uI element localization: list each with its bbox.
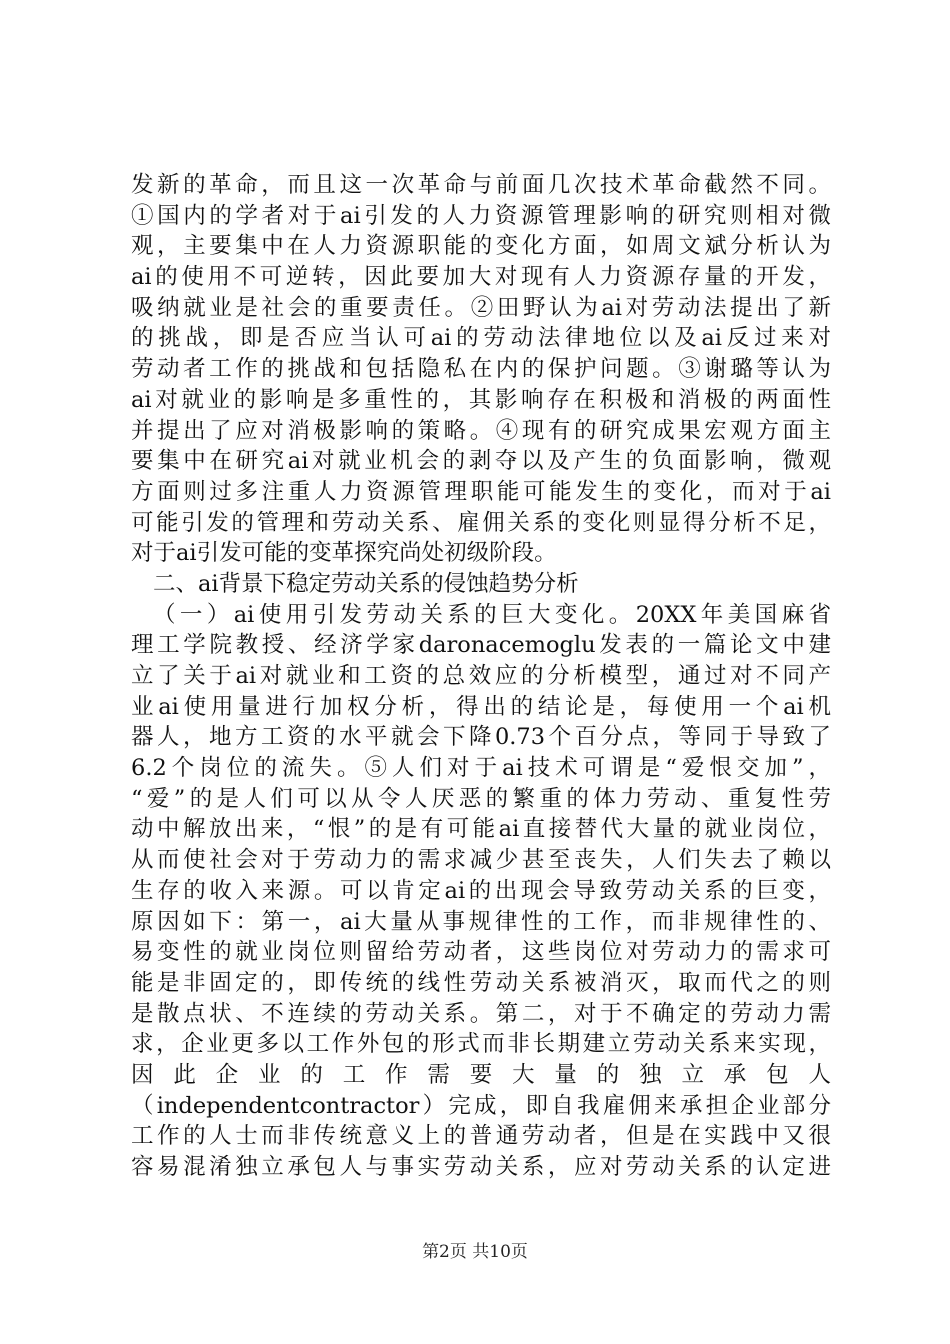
text-line: 工作的人士而非传统意义上的普通劳动者，但是在实践中又很	[131, 1123, 831, 1150]
text-line: 求，企业更多以工作外包的形式而非长期建立劳动关系来实现，	[131, 1031, 831, 1058]
text-line: ①国内的学者对于ai引发的人力资源管理影响的研究则相对微	[131, 202, 831, 229]
text-line: 器人，地方工资的水平就会下降0.73个百分点，等同于导致了	[131, 724, 831, 751]
text-line: 吸纳就业是社会的重要责任。②田野认为ai对劳动法提出了新	[131, 294, 831, 321]
text-line: 容易混淆独立承包人与事实劳动关系，应对劳动关系的认定进	[131, 1154, 831, 1180]
text-line: 观，主要集中在人力资源职能的变化方面，如周文斌分析认为	[131, 233, 831, 260]
page-number-footer: 第2页 共10页	[422, 1242, 528, 1262]
text-line: （independentcontractor）完成，即自我雇佣来承担企业部分	[131, 1092, 831, 1119]
text-line: 对于ai引发可能的变革探究尚处初级阶段。	[131, 540, 557, 567]
text-line: 发新的革命，而且这一次革命与前面几次技术革命截然不同。	[131, 172, 831, 198]
text-line: （一）ai使用引发劳动关系的巨大变化。20XX年美国麻省	[153, 601, 831, 628]
text-line: 劳动者工作的挑战和包括隐私在内的保护问题。③谢璐等认为	[131, 356, 831, 383]
text-line: ai对就业的影响是多重性的，其影响存在积极和消极的两面性	[131, 386, 831, 413]
text-line: 的挑战，即是否应当认可ai的劳动法律地位以及ai反过来对	[131, 325, 831, 352]
text-line: 业ai使用量进行加权分析，得出的结论是，每使用一个ai机	[131, 693, 831, 720]
text-line: 能是非固定的，即传统的线性劳动关系被消灭，取而代之的则	[131, 969, 831, 996]
text-line: 动中解放出来，“恨”的是有可能ai直接替代大量的就业岗位，	[131, 816, 831, 843]
body-text	[131, 170, 831, 1183]
text-line: 可能引发的管理和劳动关系、雇佣关系的变化则显得分析不足，	[131, 509, 831, 536]
text-line: 易变性的就业岗位则留给劳动者，这些岗位对劳动力的需求可	[131, 939, 831, 966]
text-line: 是散点状、不连续的劳动关系。第二，对于不确定的劳动力需	[131, 1000, 831, 1027]
text-line: ai的使用不可逆转，因此要加大对现有人力资源存量的开发，	[131, 264, 831, 291]
section-heading: 二、ai背景下稳定劳动关系的侵蚀趋势分析	[153, 570, 579, 597]
text-line: “爱”的是人们可以从令人厌恶的繁重的体力劳动、重复性劳	[131, 785, 831, 812]
text-line: 6.2个岗位的流失。⑤人们对于ai技术可谓是“爱恨交加”，	[131, 755, 831, 782]
text-line: 因此企业的工作需要大量的独立承包人	[131, 1061, 831, 1088]
text-line: 方面则过多注重人力资源管理职能可能发生的变化，而对于ai	[131, 478, 831, 505]
text-line: 原因如下：第一，ai大量从事规律性的工作，而非规律性的、	[131, 908, 831, 935]
text-line: 并提出了应对消极影响的策略。④现有的研究成果宏观方面主	[131, 417, 831, 444]
text-line: 立了关于ai对就业和工资的总效应的分析模型，通过对不同产	[131, 663, 831, 689]
text-line: 生存的收入来源。可以肯定ai的出现会导致劳动关系的巨变，	[131, 877, 831, 904]
text-line: 从而使社会对于劳动力的需求减少甚至丧失，人们失去了赖以	[131, 847, 831, 874]
text-line: 要集中在研究ai对就业机会的剥夺以及产生的负面影响，微观	[131, 448, 831, 475]
text-line: 理工学院教授、经济学家daronacemoglu发表的一篇论文中建	[131, 632, 831, 659]
